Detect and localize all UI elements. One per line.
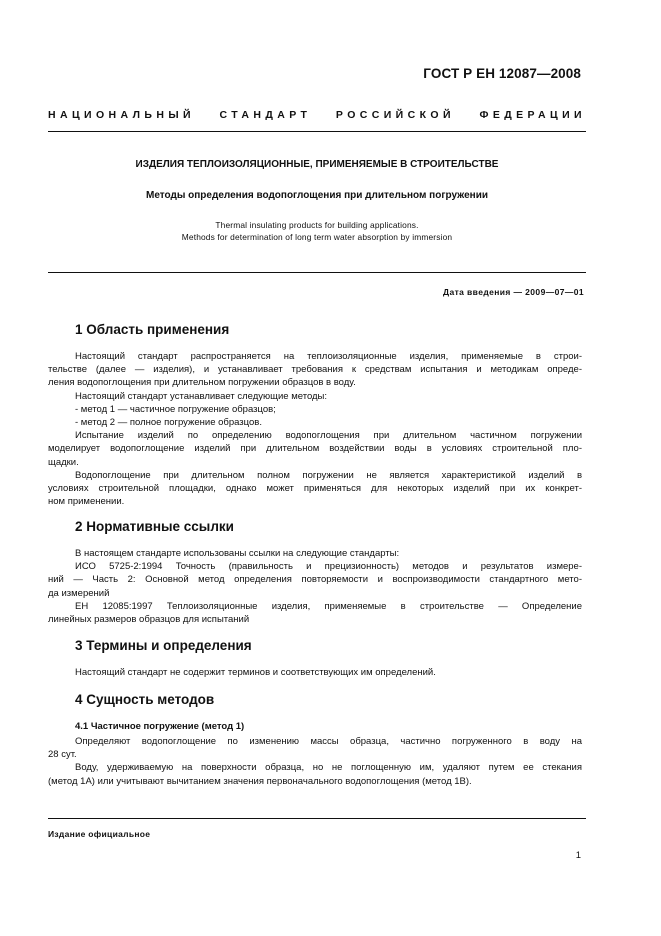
subsection-4-1-heading: 4.1 Частичное погружение (метод 1) xyxy=(75,721,245,732)
text-line: ний — Часть 2: Основной метод определения повторяемости и воспроизводимости стандартного мето- xyxy=(48,574,582,586)
divider-footer xyxy=(48,818,586,819)
section-3-body xyxy=(48,666,582,679)
text-line: Воду, удерживаемую на поверхности образца, но не поглощенную им, удаляют путем ее стекания xyxy=(75,762,582,774)
text-line: Водопоглощение при длительном полном погружении не является характеристикой изделий в xyxy=(75,469,582,481)
national-standard-banner: НАЦИОНАЛЬНЫЙ СТАНДАРТ РОССИЙСКОЙ ФЕДЕРАЦИИ xyxy=(48,109,586,121)
text-line: В настоящем стандарте использованы ссылки на следующие стандарты: xyxy=(75,548,400,559)
section-1-body xyxy=(48,350,582,508)
official-edition-label: Издание официальное xyxy=(48,829,151,839)
text-line: линейных размеров образцов для испытаний xyxy=(48,613,250,625)
divider-middle xyxy=(48,272,586,273)
text-line: моделирует водопоглощение изделий при длительном воздействии воды в условиях строительной пло- xyxy=(48,443,582,455)
text-line: щадки. xyxy=(48,456,79,468)
text-line: ном применении. xyxy=(48,496,125,508)
divider-top xyxy=(48,131,586,132)
text-line: да измерений xyxy=(48,587,110,599)
text-line: Настоящий стандарт распространяется на теплоизоляционные изделия, применяемые в строи- xyxy=(75,351,582,362)
document-title: ИЗДЕЛИЯ ТЕПЛОИЗОЛЯЦИОННЫЕ, ПРИМЕНЯЕМЫЕ В СТРОИТЕЛЬСТВЕ xyxy=(135,159,499,170)
english-title-line-2: Methods for determination of long term water absorption by immersion xyxy=(181,232,453,242)
list-item: - метод 1 — частичное погружение образцов; xyxy=(75,403,276,415)
list-item: - метод 2 — полное погружение образцов. xyxy=(75,416,262,428)
document-subtitle: Методы определения водопоглощения при длительном погружении xyxy=(145,190,489,201)
section-1-heading: 1 Область применения xyxy=(75,322,230,337)
english-title-line-1: Thermal insulating products for building applications. xyxy=(215,220,419,230)
text-line: Испытание изделий по определению водопоглощения при длительном частичном погружении xyxy=(75,430,582,442)
page-number: 1 xyxy=(575,850,581,861)
text-line: Определяют водопоглощение по изменению массы образца, частично погруженного в воду на xyxy=(75,736,582,747)
section-3-heading: 3 Термины и определения xyxy=(75,638,252,653)
text-line: Настоящий стандарт устанавливает следующие методы: xyxy=(75,390,328,402)
text-line: условиях строительной площадки, однако может применяться для некоторых изделий при их конкрет- xyxy=(48,482,582,494)
text-line: ления водопоглощения при длительном погружении образцов в воду. xyxy=(48,377,356,389)
text-line: ИСО 5725-2:1994 Точность (правильность и прецизионность) методов и результатов измере- xyxy=(75,561,582,573)
text-line: Настоящий стандарт не содержит терминов и соответствующих им определений. xyxy=(75,667,436,678)
section-4-heading: 4 Сущность методов xyxy=(75,692,215,707)
effective-date: Дата введения — 2009—07—01 xyxy=(443,287,584,297)
standard-code: ГОСТ Р ЕН 12087—2008 xyxy=(423,66,581,81)
section-2-body xyxy=(48,547,582,626)
text-line: ЕН 12085:1997 Теплоизоляционные изделия, применяемые в строительстве — Определение xyxy=(75,600,582,612)
text-line: (метод 1А) или учитывают вычитанием значения первоначального водопоглощения (метод 1В). xyxy=(48,775,472,787)
section-2-heading: 2 Нормативные ссылки xyxy=(75,519,234,534)
section-4-body xyxy=(48,735,582,788)
text-line: 28 сут. xyxy=(48,749,77,761)
text-line: тельстве (далее — изделия), и устанавливает требования к средствам испытания и методикам опреде- xyxy=(48,364,582,376)
